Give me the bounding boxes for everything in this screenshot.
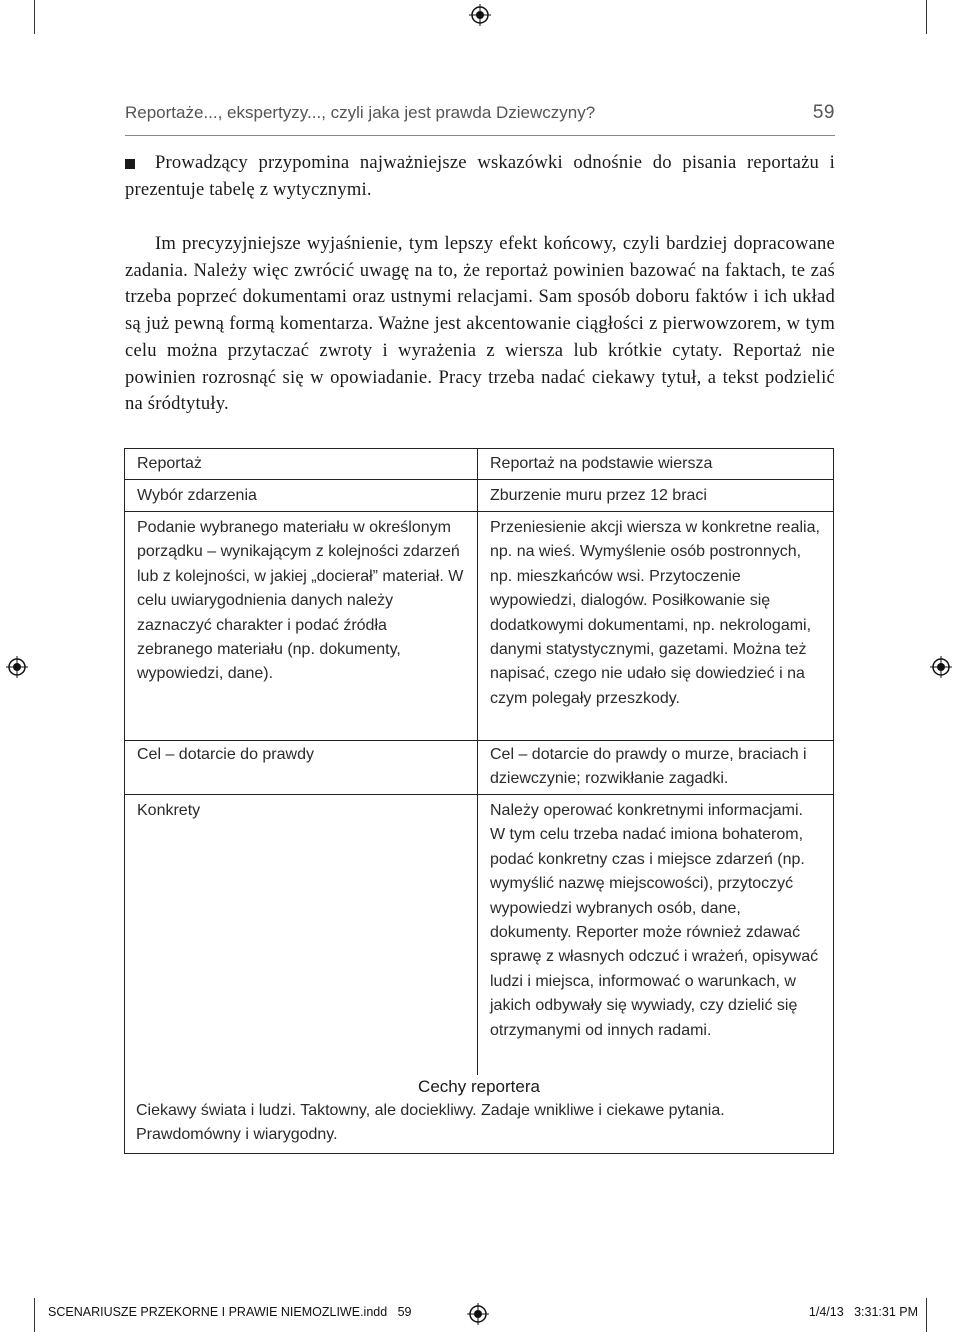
table-cell: Konkrety [137, 802, 201, 819]
guidelines-table [124, 448, 834, 1154]
registration-mark-icon [6, 656, 28, 678]
table-header-reportaz: Reportaż [137, 455, 202, 472]
running-header [125, 102, 835, 124]
square-bullet-icon [125, 159, 135, 169]
traits-text: Ciekawy świata i ludzi. Taktowny, ale dociekliwy. Zadaje wnikliwe i ciekawe pytania. Prawdomówny i wiarygodny. [136, 1102, 725, 1144]
table-cell: Zburzenie muru przez 12 braci [490, 487, 707, 504]
slug-filename: SCENARIUSZE PRZEKORNE I PRAWIE NIEMOZLIWE.indd 59 [48, 1305, 412, 1319]
table-cell: Podanie wybranego materiału w określonym porządku – wynikającym z kolejności zdarzeń lub z kolejności, w jakiej „docierał” materiał. W celu uwiarygodnienia danych należy zaznaczyć charakter i podać źródła zebranego materiału (np. dokumenty, wypowiedzi, dane). [137, 519, 464, 683]
crop-mark-top-left [34, 0, 35, 34]
crop-mark-bottom-right [926, 1298, 927, 1332]
registration-mark-icon [469, 4, 491, 26]
table-cell: Cel – dotarcie do prawdy o murze, braciach i dziewczynie; rozwikłanie zagadki. [490, 746, 807, 788]
traits-title: Cechy reportera [418, 1077, 540, 1096]
table-header-reportaz-wiersz: Reportaż na podstawie wiersza [490, 455, 713, 472]
page-number: 59 [812, 102, 835, 123]
bullet-paragraph [125, 150, 835, 203]
body-paragraph: Im precyzyjniejsze wyjaśnienie, tym lepszy efekt końcowy, czyli bardziej dopracowane zadania. Należy więc zwrócić uwagę na to, że reportaż powinien bazować na faktach, te zaś trzeba poprzeć dokumentami oraz ustnymi relacjami. Sam sposób doboru faktów i ich układ są już pewną formą komentarza. Ważne jest akcentowanie ciągłości z pierwowzorem, w tym celu można przytaczać zwroty i wyrażenia z wiersza lub krótkie cytaty. Reportaż nie powinien rozrosnąć się w opowiadanie. Pracy trzeba nadać ciekawy tytuł, a tekst podzielić na śródtytuły. [125, 233, 835, 415]
table-cell: Należy operować konkretnymi informacjami. W tym celu trzeba nadać imiona bohaterom, podać konkretny czas i miejsce zdarzeń (np. wymyślić nazwę miejscowości), przytoczyć wypowiedzi wybranych osób, dane, dokumenty. Reporter może również zdawać sprawę z własnych odczuć i wrażeń, opisywać ludzi i miejsca, informować o warunkach, w jakich odbywały się wywiady, czy dzielić się otrzymanymi od innych radami. [490, 802, 819, 1039]
slug-timestamp: 1/4/13 3:31:31 PM [808, 1305, 918, 1319]
table-cell: Cel – dotarcie do prawdy [137, 746, 314, 763]
registration-mark-icon [467, 1303, 489, 1325]
table-cell: Wybór zdarzenia [137, 487, 257, 504]
crop-mark-top-right [926, 0, 927, 34]
table-rule [125, 794, 833, 795]
header-rule [125, 135, 835, 136]
table-cell: Przeniesienie akcji wiersza w konkretne realia, np. na wieś. Wymyślenie osób postronnych, np. mieszkańców wsi. Przytoczenie wypowiedzi, dialogów. Posiłkowanie się dodatkowymi dokumentami, np. nekrologami, danymi statystycznymi, gazetami. Można też napisać, czego nie udało się dowiedzieć i na czym polegały przeszkody. [490, 519, 820, 707]
table-rule [125, 740, 833, 741]
bullet-text: Prowadzący przypomina najważniejsze wskazówki odnośnie do pisania reportażu i prezentuje tabelę z wytycznymi. [125, 152, 835, 200]
registration-mark-icon [930, 656, 952, 678]
crop-mark-bottom-left [34, 1298, 35, 1332]
table-rule [125, 511, 833, 512]
running-header-title: Reportaże..., ekspertyzy..., czyli jaka jest prawda Dziewczyny? [125, 103, 596, 122]
table-rule [125, 479, 833, 480]
